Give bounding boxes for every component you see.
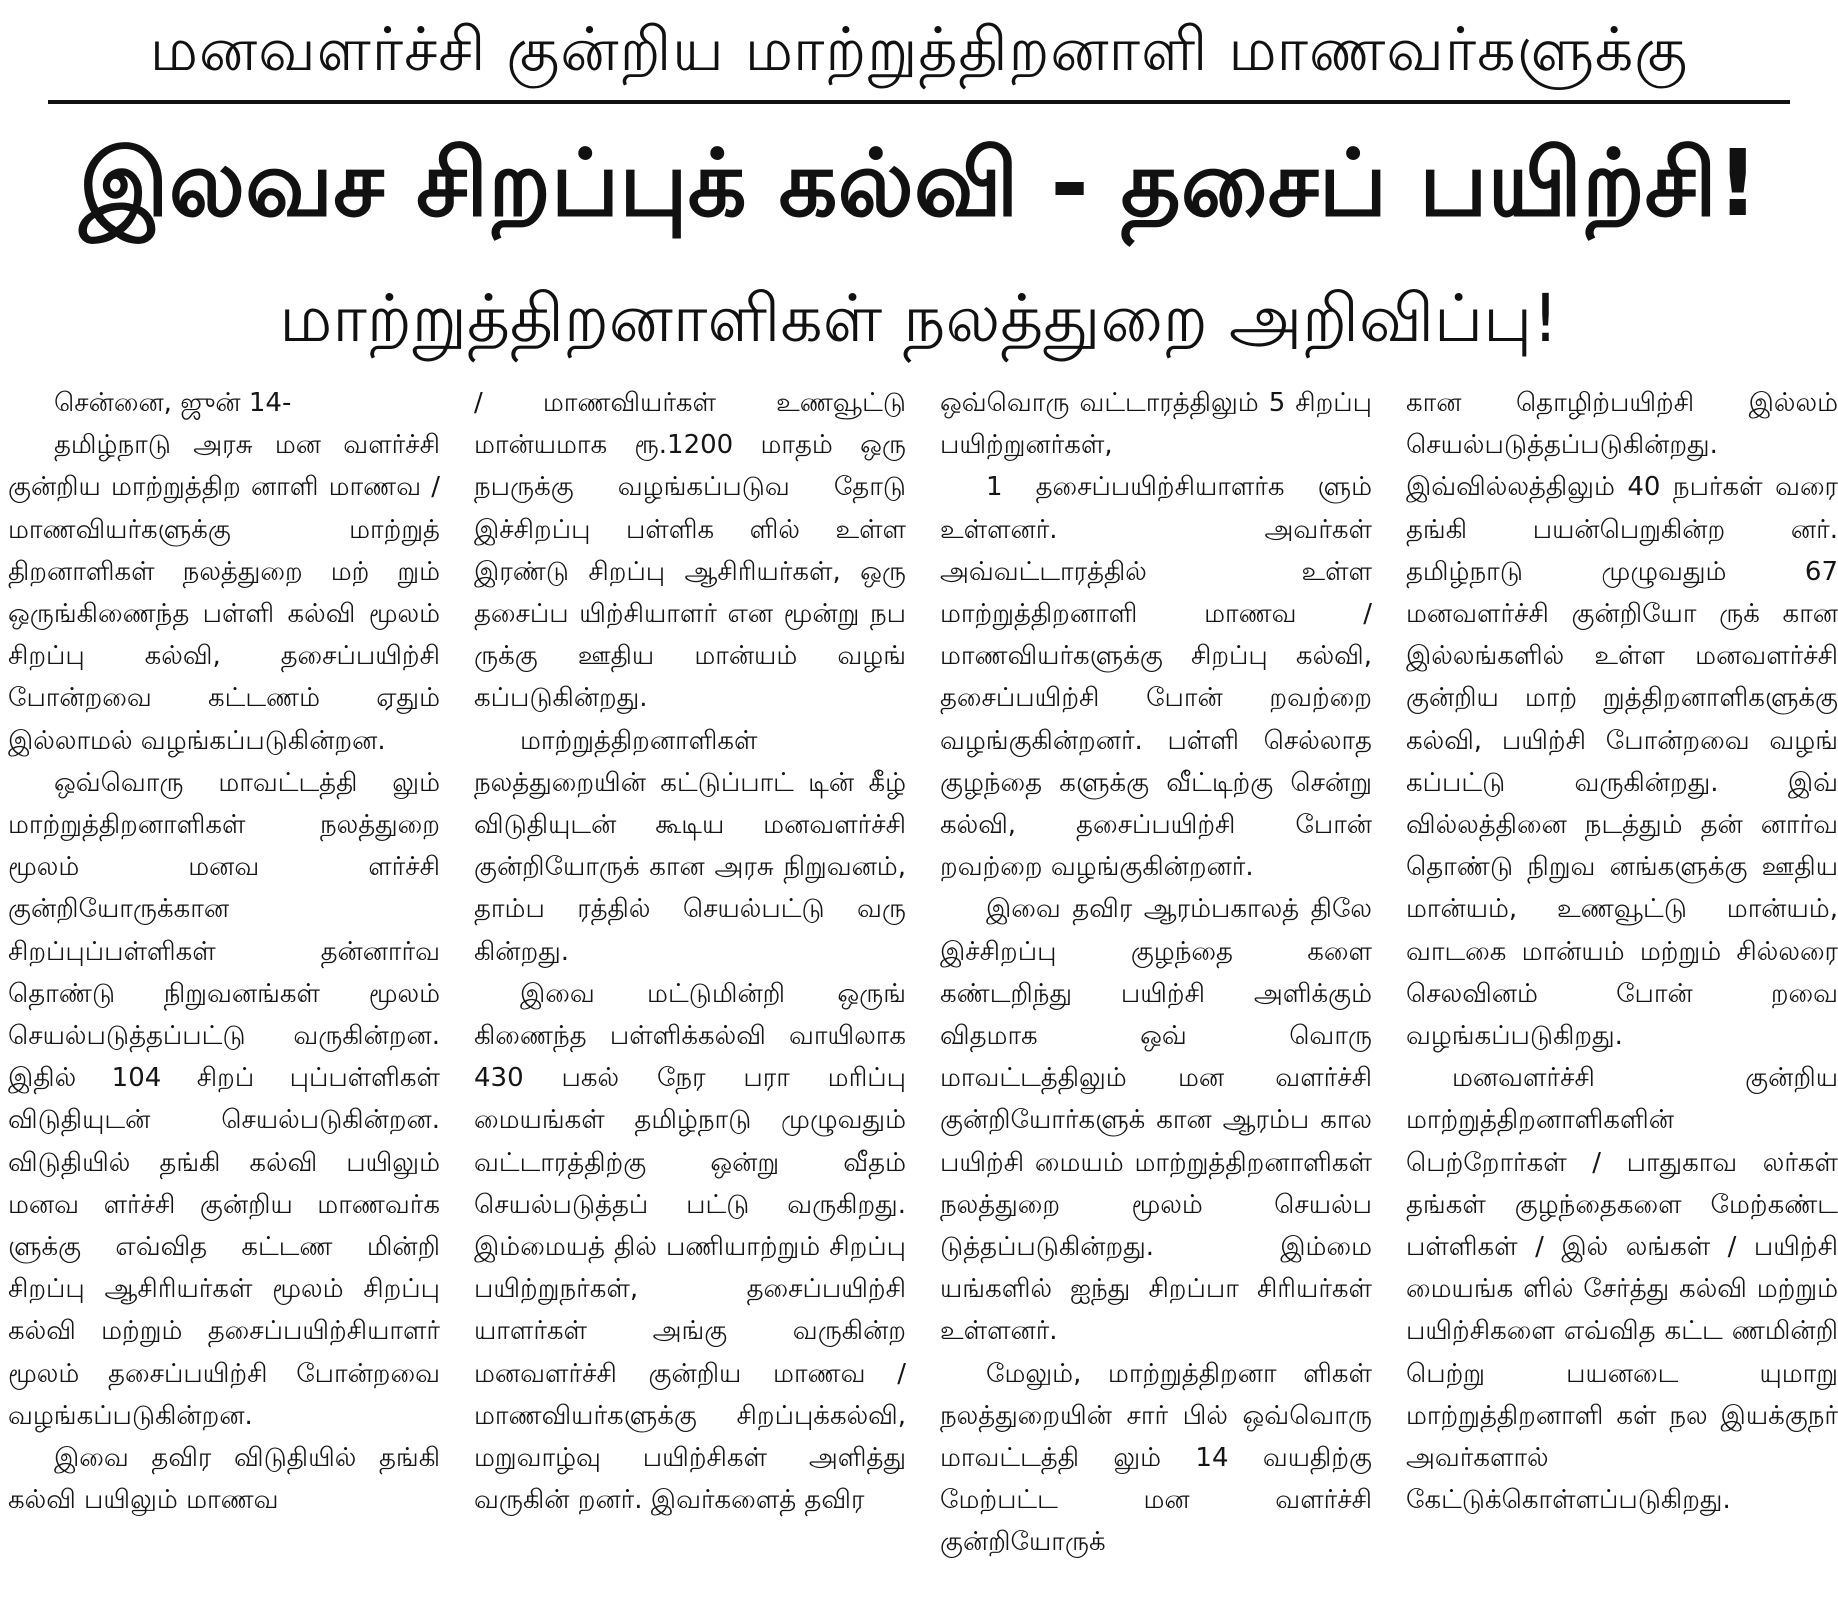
paragraph: இவை தவிர ஆரம்பகாலத் திலே இச்சிறப்பு குழந்தை களை கண்டறிந்து பயிற்சி அளிக்கும் விதமாக ஒவ் வொரு மாவட்டத்திலும் மன வளர்ச்சி குன்றியோர்களுக் கான ஆரம்ப கால பயிற்சி மையம் மாற்றுத்திறனாளிகள் நலத்துறை மூலம் செயல்ப டுத்தப்படுகின்றது. இம்மை யங்களில் ஐந்து சிறப்பா சிரியர்கள் உள்ளனர். xyxy=(940,894,1372,1347)
article-column-3 xyxy=(940,382,1372,1610)
headline: இலவச சிறப்புக் கல்வி - தசைப் பயிற்சி! xyxy=(79,130,1759,237)
paragraph: இவை மட்டுமின்றி ஒருங் கிணைந்த பள்ளிக்கல்வி வாயிலாக 430 பகல் நேர பரா மரிப்பு மையங்கள் தமிழ்நாடு முழுவதும் வட்டாரத்திற்கு ஒன்று வீதம் செயல்படுத்தப் பட்டு வருகிறது. இம்மையத் தில் பணியாற்றும் சிறப்பு பயிற்றுநர்கள், தசைப்பயிற்சி யாளர்கள் அங்கு வருகின்ற மனவளர்ச்சி குன்றிய மாணவ / மாணவியர்களுக்கு சிறப்புக்கல்வி, மறுவாழ்வு பயிற்சிகள் அளித்து வருகின் றனர். இவர்களைத் தவிர xyxy=(474,978,906,1516)
paragraph: ஒவ்வொரு வட்டாரத்திலும் 5 சிறப்பு பயிற்றுனர்கள், xyxy=(940,388,1372,461)
subheadline: மாற்றுத்திறனாளிகள் நலத்துறை அறிவிப்பு! xyxy=(279,280,1559,357)
dateline: சென்னை, ஜுன் 14- xyxy=(54,388,292,418)
paragraph: கான தொழிற்பயிற்சி இல்லம் செயல்படுத்தப்படுகின்றது. இவ்வில்லத்திலும் 40 நபர்கள் வரை தங்கி பயன்பெறுகின்ற னர். தமிழ்நாடு முழுவதும் 67 மனவளர்ச்சி குன்றியோ ருக் கான இல்லங்களில் உள்ள மனவளர்ச்சி குன்றிய மாற் றுத்திறனாளிகளுக்கு கல்வி, பயிற்சி போன்றவை வழங் கப்பட்டு வருகின்றது. இவ் வில்லத்தினை நடத்தும் தன் னார்வ தொண்டு நிறுவ னங்களுக்கு ஊதிய மான்யம், உணவூட்டு மான்யம், வாடகை மான்யம் மற்றும் சில்லரை செலவினம் போன் றவை வழங்கப்படுகிறது. xyxy=(1406,388,1838,1052)
paragraph: ஒவ்வொரு மாவட்டத்தி லும் மாற்றுத்திறனாளிகள் நலத்துறை மூலம் மனவ ளர்ச்சி குன்றியோருக்கான சிறப்புப்பள்ளிகள் தன்னார்வ தொண்டு நிறுவனங்கள் மூலம் செயல்படுத்தப்பட்டு வருகின்றன. இதில் 104 சிறப் புப்பள்ளிகள் விடுதியுடன் செயல்படுகின்றன. விடுதியில் தங்கி கல்வி பயிலும் மனவ ளர்ச்சி குன்றிய மாணவர்க ளுக்கு எவ்வித கட்டண மின்றி சிறப்பு ஆசிரியர்கள் மூலம் சிறப்பு கல்வி மற்றும் தசைப்பயிற்சியாளர் மூலம் தசைப்பயிற்சி போன்றவை வழங்கப்படுகின்றன. xyxy=(8,767,440,1431)
paragraph: 1 தசைப்பயிற்சியாளர்க ளும் உள்ளனர். அவர்கள் அவ்வட்டாரத்தில் உள்ள மாற்றுத்திறனாளி மாணவ / மாணவியர்களுக்கு சிறப்பு கல்வி, தசைப்பயிற்சி போன் றவற்றை வழங்குகின்றனர். பள்ளி செல்லாத குழந்தை களுக்கு வீட்டிற்கு சென்று கல்வி, தசைப்பயிற்சி போன் றவற்றை வழங்குகின்றனர். xyxy=(940,472,1372,883)
article-column-1 xyxy=(8,382,440,1610)
paragraph: தமிழ்நாடு அரசு மன வளர்ச்சி குன்றிய மாற்றுத்திற னாளி மாணவ / மாணவியர்களுக்கு மாற்றுத் திறனாளிகள் நலத்துறை மற் றும் ஒருங்கிணைந்த பள்ளி கல்வி மூலம் சிறப்பு கல்வி, தசைப்பயிற்சி போன்றவை கட்டணம் ஏதும் இல்லாமல் வழங்கப்படுகின்றன. xyxy=(8,430,440,756)
paragraph: இவை தவிர விடுதியில் தங்கி கல்வி பயிலும் மாணவ xyxy=(8,1443,440,1516)
article-column-2 xyxy=(474,382,906,1610)
article-column-4 xyxy=(1406,382,1838,1610)
paragraph: மாற்றுத்திறனாளிகள் நலத்துறையின் கட்டுப்பாட் டின் கீழ் விடுதியுடன் கூடிய மனவளர்ச்சி குன்றியோருக் கான அரசு நிறுவனம், தாம்ப ரத்தில் செயல்பட்டு வரு கின்றது. xyxy=(474,725,906,967)
paragraph: மேலும், மாற்றுத்திறனா ளிகள் நலத்துறையின் சார் பில் ஒவ்வொரு மாவட்டத்தி லும் 14 வயதிற்கு மேற்பட்ட மன வளர்ச்சி குன்றியோருக் xyxy=(940,1358,1372,1558)
article-body xyxy=(0,382,1838,1610)
kicker-line: மனவளர்ச்சி குன்றிய மாற்றுத்திறனாளி மாணவர்களுக்கு xyxy=(149,15,1689,85)
paragraph: / மாணவியர்கள் உணவூட்டு மான்யமாக ரூ.1200 மாதம் ஒரு நபருக்கு வழங்கப்படுவ தோடு இச்சிறப்பு பள்ளிக ளில் உள்ள இரண்டு சிறப்பு ஆசிரியர்கள், ஒரு தசைப்ப யிற்சியாளர் என மூன்று நப ருக்கு ஊதிய மான்யம் வழங் கப்படுகின்றது. xyxy=(474,388,906,714)
paragraph: மனவளர்ச்சி குன்றிய மாற்றுத்திறனாளிகளின் பெற்றோர்கள் / பாதுகாவ லர்கள் தங்கள் குழந்தைகளை மேற்கண்ட பள்ளிகள் / இல் லங்கள் / பயிற்சி மையங்க ளில் சேர்த்து கல்வி மற்றும் பயிற்சிகளை எவ்வித கட்ட ணமின்றி பெற்று பயனடை யுமாறு மாற்றுத்திறனாளி கள் நல இயக்குநர் அவர்களால் கேட்டுக்கொள்ளப்படுகிறது. xyxy=(1406,1063,1838,1516)
